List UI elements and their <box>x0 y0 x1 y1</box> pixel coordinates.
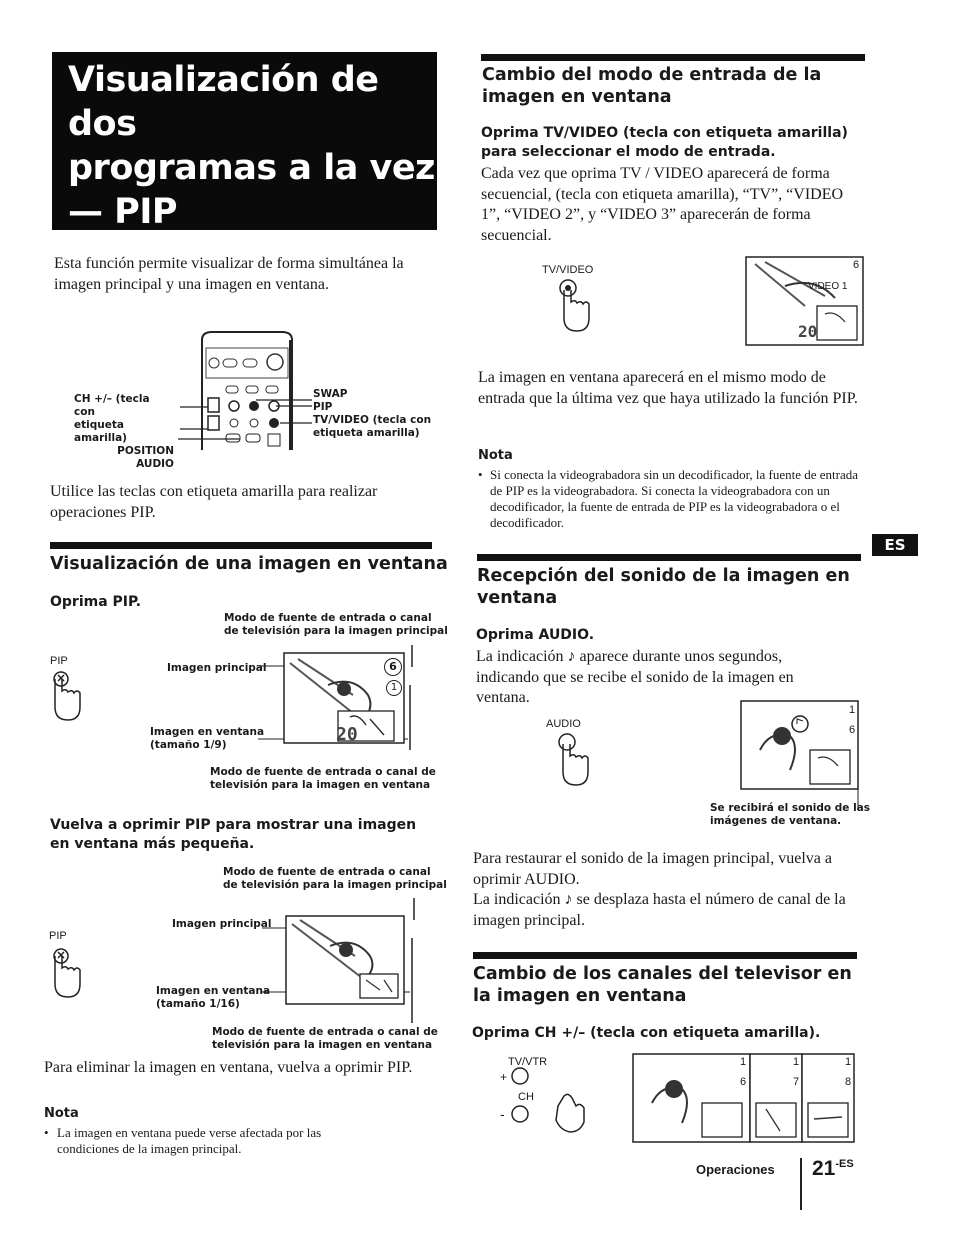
language-tab: ES <box>872 534 918 556</box>
caption-main-source-line-1: Modo de fuente de entrada o canal <box>224 612 432 624</box>
pip-key-label: PIP <box>313 401 333 413</box>
step-press-tvvideo-line-2: para seleccionar el modo de entrada. <box>481 144 776 160</box>
audio-caption-line-2: imágenes de ventana. <box>710 815 842 827</box>
section-heading-sound-line-1: Recepción del sonido de la imagen en <box>477 566 850 586</box>
title-line-2: programas a la vez <box>68 148 435 188</box>
caption-window-source-line-2: televisión para la imagen en ventana <box>210 779 431 791</box>
audio-caption <box>710 802 870 828</box>
position-key-label: POSITION <box>117 445 174 457</box>
tvvideo-key-label-line-2: etiqueta amarilla) <box>313 427 420 439</box>
window-channel-badge: 1 <box>386 680 402 696</box>
right-key-labels <box>313 388 431 440</box>
tv-screen-audio <box>740 700 862 792</box>
section-rule <box>473 952 857 959</box>
tv-screen-diagram-2 <box>260 898 420 1023</box>
caption2-window-size-line-2: (tamaño 1/16) <box>156 998 240 1010</box>
section-heading-input <box>482 64 862 108</box>
section-rule <box>50 542 432 549</box>
step-press-audio: Oprima AUDIO. <box>476 627 595 643</box>
hand-press-icon-4 <box>553 730 593 790</box>
remove-window-text: Para eliminar la imagen en ventana, vuelva a oprimir PIP. <box>44 1059 413 1076</box>
yellow-keys-text: Utilice las teclas con etiqueta amarilla para realizar operaciones PIP. <box>50 483 378 521</box>
section-heading-channels-line-1: Cambio de los canales del televisor en <box>473 964 852 984</box>
footer-section-name: Operaciones <box>696 1162 775 1177</box>
page-number-suffix: -ES <box>835 1158 854 1170</box>
caption-window-source <box>210 766 436 792</box>
page-number-value: 21 <box>812 1157 836 1180</box>
audio-key-label: AUDIO <box>136 458 174 470</box>
step-press-ch: Oprima CH +/– (tecla con etiqueta amarilla). <box>472 1025 821 1041</box>
step-press-tvvideo <box>481 124 881 162</box>
tvvideo-key-label-line-1: TV/VIDEO (tecla con <box>313 414 432 426</box>
main-channel-badge: 6 <box>384 658 402 676</box>
caption-main-source <box>224 612 448 638</box>
channel-screen-2-top: 1 <box>793 1056 800 1068</box>
section-heading-sound <box>477 565 862 609</box>
note-left-text: La imagen en ventana puede verse afectada por las condiciones de la imagen principal. <box>57 1125 322 1156</box>
step-press-pip: Oprima PIP. <box>50 594 142 610</box>
intro-text: Esta función permite visualizar de forma simultánea la imagen principal y una imagen en ventana. <box>54 255 404 293</box>
caption2-main-image: Imagen principal <box>172 918 272 930</box>
tvvideo-key-caption: TV/VIDEO <box>542 264 594 276</box>
svg-text:-: - <box>500 1106 505 1122</box>
channel-screen-3-side: 8 <box>845 1076 852 1088</box>
bullet-icon: • <box>478 467 483 482</box>
channel-screen-1-top: 1 <box>740 1056 747 1068</box>
input-screen-number: 20 <box>798 322 818 341</box>
caption-main-image: Imagen principal <box>167 662 267 674</box>
indicator-moves-text: La indicación ♪ se desplaza hasta el número de canal de la imagen principal. <box>473 891 846 929</box>
section-heading-sound-line-2: ventana <box>477 588 558 608</box>
section-heading-input-line-1: Cambio del modo de entrada de la <box>482 65 822 85</box>
caption2-window-size <box>156 985 270 1011</box>
svg-text:+: + <box>500 1070 508 1084</box>
step-press-tvvideo-line-1: Oprima TV/VIDEO (tecla con etiqueta amarilla) <box>481 125 848 141</box>
note-right <box>478 467 863 531</box>
caption2-main-source-line-1: Modo de fuente de entrada o canal <box>223 866 431 878</box>
ch-key-label <box>74 393 174 471</box>
hand-press-icon-2 <box>44 942 84 1002</box>
audio-screen-top-number: 1 <box>849 704 856 716</box>
step-press-pip-again <box>50 816 450 854</box>
section-heading-channels-line-2: la imagen en ventana <box>473 986 687 1006</box>
caption-window-source-line-1: Modo de fuente de entrada o canal de <box>210 766 436 778</box>
hand-press-icon-3 <box>554 276 594 336</box>
caption2-window-size-line-1: Imagen en ventana <box>156 985 271 997</box>
section-rule <box>477 554 861 561</box>
ch-keys-illustration <box>500 1066 600 1136</box>
tvvtr-key-caption: TV/VTR <box>508 1056 548 1068</box>
note-left <box>44 1125 374 1157</box>
caption2-window-source <box>212 1026 438 1052</box>
channel-screen-1-side: 6 <box>740 1076 747 1088</box>
note-right-text: Si conecta la videograbadora sin un decodificador, la fuente de entrada de PIP es la videograbadora. Si conecta la videograbadora con un decodificador, la fuente de entrada de PIP es la videograbadora o el decodificador. <box>490 467 859 530</box>
step-press-pip-again-line-1: Vuelva a oprimir PIP para mostrar una imagen <box>50 817 417 833</box>
caption-window-size <box>150 726 264 752</box>
window-mode-text: La imagen en ventana aparecerá en el mismo modo de entrada que la última vez que haya utilizado la función PIP. <box>478 369 858 407</box>
input-screen-video-label: VIDEO 1 <box>808 281 848 292</box>
page-number <box>812 1157 854 1181</box>
pip-key-caption: PIP <box>50 655 68 667</box>
ch-key-label-line-1: CH +/– (tecla con <box>74 393 150 418</box>
hand-press-icon <box>44 665 84 725</box>
section-heading-channels <box>473 963 873 1007</box>
audio-screen-side-number: 6 <box>849 724 856 736</box>
section-rule <box>481 54 865 61</box>
input-screen-channel: 6 <box>853 259 860 271</box>
swap-key-label: SWAP <box>313 388 348 400</box>
audio-key-caption: AUDIO <box>546 718 581 730</box>
input-cycle-text: Cada vez que oprima TV / VIDEO aparecerá de forma secuencial, (tecla con etiqueta amarilla), “TV”, “VIDEO 1”, “VIDEO 2”, y “VIDEO 3” aparecerán de forma secuencial. <box>481 165 844 244</box>
section-heading-view: Visualización de una imagen en ventana <box>50 554 448 574</box>
bullet-icon: • <box>44 1125 49 1140</box>
audio-caption-line-1: Se recibirá el sonido de las <box>710 802 871 814</box>
caption2-window-source-line-2: televisión para la imagen en ventana <box>212 1039 433 1051</box>
channel-screen-3-top: 1 <box>845 1056 852 1068</box>
note-title-right: Nota <box>478 448 513 463</box>
caption-window-size-line-2: (tamaño 1/9) <box>150 739 227 751</box>
screen-number-1: 20 <box>336 724 358 745</box>
note-title-left: Nota <box>44 1106 79 1121</box>
pip-key-caption-2: PIP <box>49 930 67 942</box>
channel-screen-2-side: 7 <box>793 1076 800 1088</box>
audio-indicator-text: La indicación ♪ aparece durante unos segundos, indicando que se recibe el sonido de la imagen en ventana. <box>476 648 794 706</box>
title-line-3: — PIP <box>68 192 178 232</box>
footer-divider <box>800 1158 802 1210</box>
step-press-pip-again-line-2: en ventana más pequeña. <box>50 836 255 852</box>
section-heading-input-line-2: imagen en ventana <box>482 87 672 107</box>
caption2-main-source-line-2: de televisión para la imagen principal <box>223 879 447 891</box>
caption2-main-source <box>223 866 447 892</box>
page-title <box>68 58 438 234</box>
ch-key-caption: CH <box>518 1091 534 1103</box>
caption2-window-source-line-1: Modo de fuente de entrada o canal de <box>212 1026 438 1038</box>
title-line-1: Visualización de dos <box>68 60 379 144</box>
caption-window-size-line-1: Imagen en ventana <box>150 726 265 738</box>
ch-key-label-line-2: etiqueta amarilla) <box>74 419 127 444</box>
restore-audio-text: Para restaurar el sonido de la imagen principal, vuelva a oprimir AUDIO. <box>473 850 832 888</box>
caption-main-source-line-2: de televisión para la imagen principal <box>224 625 448 637</box>
